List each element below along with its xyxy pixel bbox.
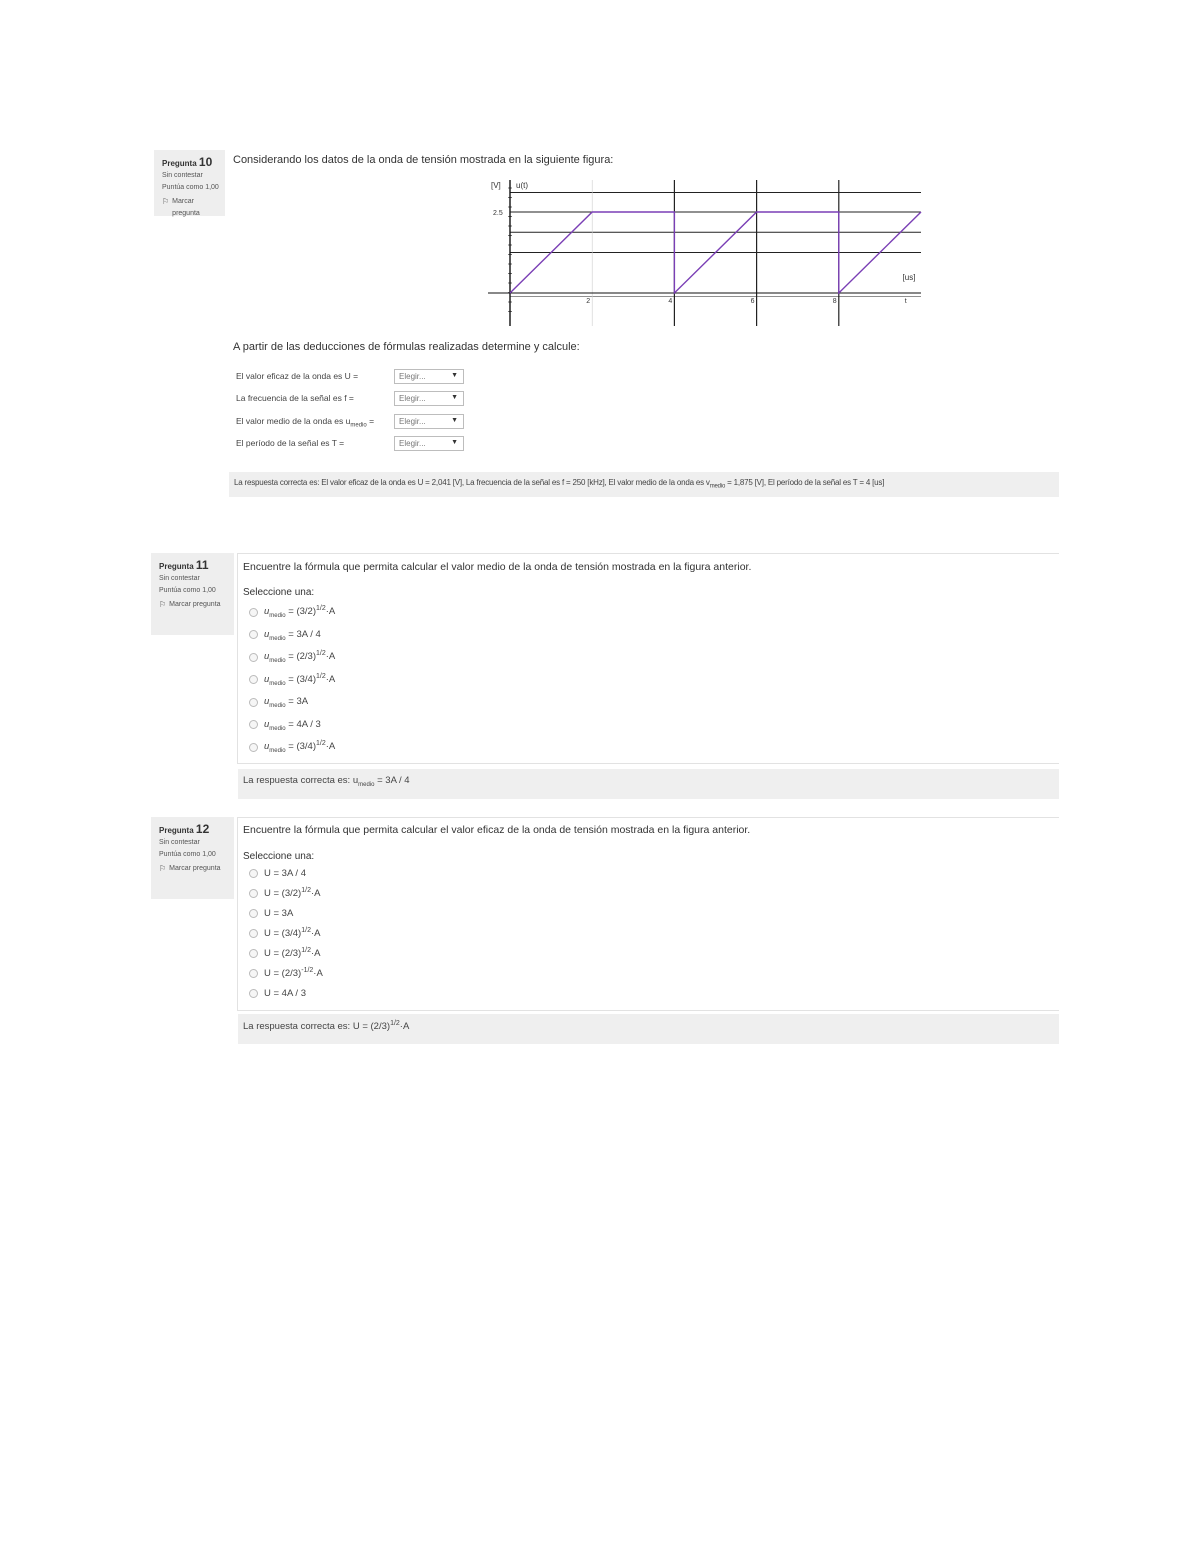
select-one-label: Seleccione una: <box>243 587 315 598</box>
divider <box>237 817 1059 818</box>
divider <box>237 763 1059 764</box>
question-score: Puntúa como 1,00 <box>162 184 219 191</box>
divider <box>237 817 238 1011</box>
dropdown-caret-icon: ▼ <box>451 394 458 401</box>
correct-answer-feedback: La respuesta correcta es: $U = (2/3)^{1/2}\cdot A$ <box>238 1014 1059 1044</box>
question-text: Encuentre la fórmula que permita calcular el valor medio de la onda de tensión mostrada en la figura anterior. <box>243 561 752 573</box>
question-instruction: A partir de las deducciones de fórmulas realizadas determine y calcule: <box>233 341 580 353</box>
waveform-chart <box>488 178 928 328</box>
flag-question-button[interactable] <box>162 196 219 220</box>
question-status: Sin contestar <box>162 172 203 179</box>
flag-icon: ⚐ <box>159 600 167 609</box>
radio-button[interactable] <box>249 675 258 684</box>
question-info-11 <box>151 553 234 635</box>
option-label: $U = (3/4)^{1/2}\cdot A$ <box>264 927 321 940</box>
question-number: Pregunta 10 <box>162 155 213 169</box>
radio-button[interactable] <box>249 608 258 617</box>
question-status: Sin contestar <box>159 839 200 846</box>
option-label: $u_{medio} = (3/4)^{1/2}\cdot A$ <box>264 672 336 687</box>
question-info-12 <box>151 817 234 899</box>
correct-answer-feedback: La respuesta correcta es: $u_{medio} = 3A / 4$ <box>238 769 1059 799</box>
option-label: $u_{medio} = 4A / 3$ <box>264 718 321 732</box>
radio-button[interactable] <box>249 889 258 898</box>
radio-button[interactable] <box>249 720 258 729</box>
select-mean[interactable]: Elegir... ▼ <box>394 414 464 429</box>
option-label: $u_{medio} = (2/3)^{1/2}\cdot A$ <box>264 650 336 665</box>
radio-button[interactable] <box>249 653 258 662</box>
flag-icon: ⚐ <box>159 864 167 873</box>
select-one-label: Seleccione una: <box>243 851 315 862</box>
answer-option[interactable] <box>249 673 335 687</box>
question-number: Pregunta 11 <box>159 558 209 572</box>
x-tick-label: t <box>904 298 907 305</box>
answer-option[interactable] <box>249 740 335 754</box>
option-label: $U = (2/3)^{1/2}\cdot A$ <box>264 947 321 960</box>
answer-option[interactable] <box>249 987 306 999</box>
y-tick-label: 2.5 <box>493 210 503 217</box>
answer-option[interactable] <box>249 650 335 664</box>
answer-option[interactable] <box>249 628 321 642</box>
row-label-mean: El valor medio de la onda es $u_{medio}$ = <box>236 416 375 429</box>
dropdown-caret-icon: ▼ <box>451 417 458 424</box>
answer-option[interactable] <box>249 718 321 732</box>
flag-question-button[interactable] <box>159 599 228 611</box>
flag-label: Marcar pregunta <box>169 865 221 872</box>
x-tick-label: 4 <box>668 298 673 305</box>
option-label: $U = (3/2)^{1/2}\cdot A$ <box>264 887 321 900</box>
radio-button[interactable] <box>249 989 258 998</box>
question-score: Puntúa como 1,00 <box>159 587 216 594</box>
x-tick-label: 6 <box>750 298 755 305</box>
answer-option[interactable] <box>249 967 323 979</box>
flag-label: Marcar pregunta <box>172 198 200 217</box>
question-status: Sin contestar <box>159 575 200 582</box>
radio-button[interactable] <box>249 630 258 639</box>
option-label: U = 3A <box>264 908 294 920</box>
x-tick-label: 2 <box>586 298 591 305</box>
flag-icon: ⚐ <box>162 197 170 206</box>
select-frequency[interactable]: Elegir... ▼ <box>394 391 464 406</box>
select-period[interactable]: Elegir... ▼ <box>394 436 464 451</box>
row-label-period: El período de la señal es T = <box>236 438 345 448</box>
option-label: $u_{medio} = 3A / 4$ <box>264 628 321 642</box>
answer-option[interactable] <box>249 695 308 709</box>
answer-option[interactable] <box>249 907 293 919</box>
option-label: $u_{medio} = (3/4)^{1/2}\cdot A$ <box>264 740 336 755</box>
question-info-10 <box>154 150 225 216</box>
x-axis-label: [us] <box>902 273 916 283</box>
divider <box>237 553 238 764</box>
radio-button[interactable] <box>249 949 258 958</box>
option-label: U = 4A / 3 <box>264 988 306 1000</box>
divider <box>237 553 1059 554</box>
flag-label: Marcar pregunta <box>169 601 221 608</box>
answer-option[interactable] <box>249 887 320 899</box>
correct-answer-feedback: La respuesta correcta es: El valor eficaz de la onda es U = 2,041 [V], La frecuencia de la señal es f = 250 [kHz], El valor medio de la onda es $v_{medio} = 1,875$ [V], El período de la señal es T = 4 [us] <box>229 472 1059 497</box>
option-label: $u_{medio} = 3A$ <box>264 696 309 710</box>
answer-option[interactable] <box>249 867 306 879</box>
radio-button[interactable] <box>249 743 258 752</box>
answer-option[interactable] <box>249 605 335 619</box>
radio-button[interactable] <box>249 969 258 978</box>
option-label: U = 3A / 4 <box>264 868 306 880</box>
option-label: $u_{medio} = (3/2)^{1/2}\cdot A$ <box>264 605 336 620</box>
row-label-rms: El valor eficaz de la onda es U = <box>236 371 359 381</box>
question-score: Puntúa como 1,00 <box>159 851 216 858</box>
y-axis-label: [V] <box>491 181 501 190</box>
question-number: Pregunta 12 <box>159 822 210 836</box>
row-label-frequency: La frecuencia de la señal es f = <box>236 393 354 403</box>
question-text: Encuentre la fórmula que permita calcular el valor eficaz de la onda de tensión mostrada en la figura anterior. <box>243 824 751 836</box>
question-text: Considerando los datos de la onda de tensión mostrada en la siguiente figura: <box>233 154 614 166</box>
dropdown-caret-icon: ▼ <box>451 439 458 446</box>
x-tick-label: 8 <box>832 298 837 305</box>
dropdown-caret-icon: ▼ <box>451 372 458 379</box>
radio-button[interactable] <box>249 929 258 938</box>
radio-button[interactable] <box>249 698 258 707</box>
answer-option[interactable] <box>249 947 320 959</box>
answer-option[interactable] <box>249 927 320 939</box>
flag-question-button[interactable] <box>159 863 228 875</box>
select-rms[interactable]: Elegir... ▼ <box>394 369 464 384</box>
radio-button[interactable] <box>249 869 258 878</box>
option-label: $U = (2/3)^{-1/2}\cdot A$ <box>264 967 323 980</box>
series-label: u(t) <box>516 181 528 190</box>
divider <box>237 1010 1059 1011</box>
radio-button[interactable] <box>249 909 258 918</box>
